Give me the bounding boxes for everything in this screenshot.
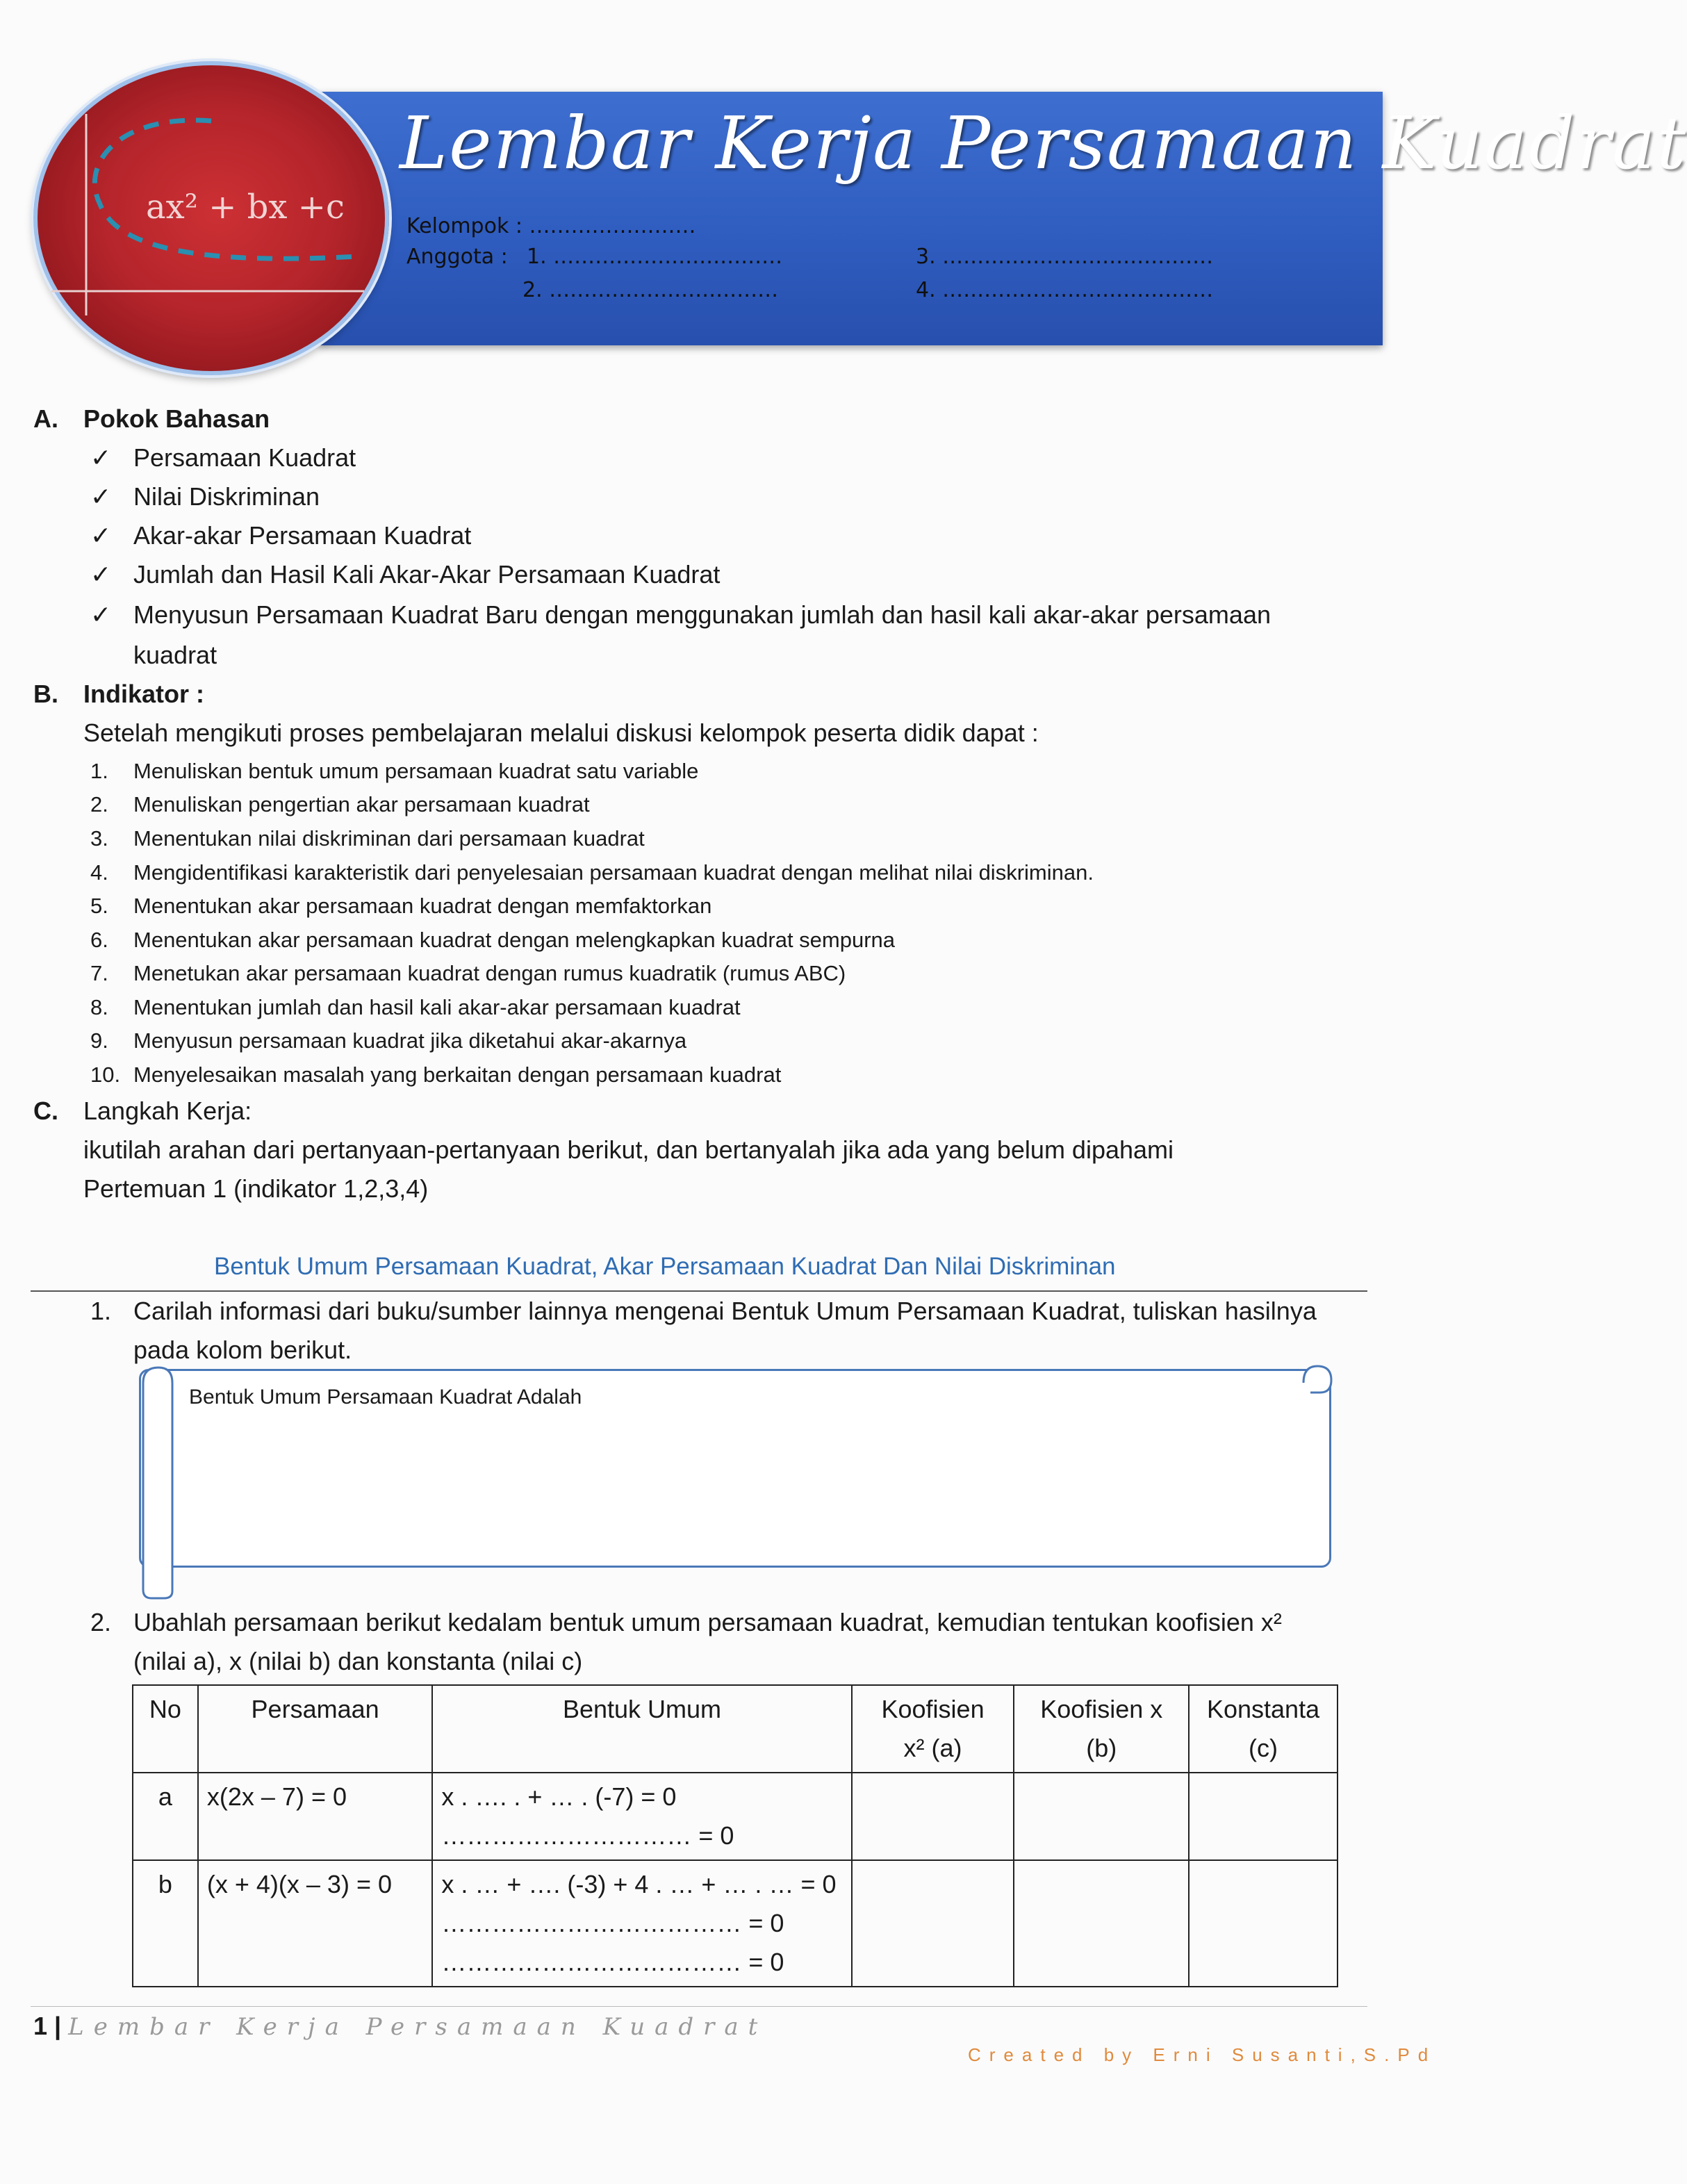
anggota-label: Anggota : [406, 245, 508, 269]
header-koefisien-b-line2: (b) [1086, 1734, 1117, 1762]
answer-cell-a[interactable] [852, 1860, 1014, 1987]
general-form-line: ……………………………… = 0 [441, 1909, 784, 1937]
indicator-number: 3. [90, 826, 108, 851]
indicator-item: Mengidentifikasi karakteristik dari penyelesaian persamaan kuadrat dengan melihat nilai diskriminan. [133, 860, 1094, 885]
topic-item-continued: kuadrat [133, 641, 217, 669]
header-persamaan: Persamaan [198, 1685, 432, 1773]
indicator-number: 6. [90, 928, 108, 952]
section-b-letter: B. [33, 680, 58, 708]
section-a-title: Pokok Bahasan [83, 404, 270, 433]
answer-cell-b[interactable] [1014, 1773, 1189, 1860]
indicator-number: 9. [90, 1028, 108, 1053]
anggota-4-field: 4. ………………………………… [916, 278, 1214, 302]
header-koefisien-a [852, 1685, 1014, 1773]
indicator-number: 2. [90, 792, 108, 816]
equation-table [132, 1684, 1338, 1987]
indicator-item: Menentukan nilai diskriminan dari persamaan kuadrat [133, 826, 645, 851]
header-konstanta-line1: Konstanta [1206, 1695, 1320, 1723]
formula-text: ax² + bx +c [146, 188, 345, 227]
check-icon: ✓ [90, 600, 112, 629]
topic-item: Persamaan Kuadrat [133, 443, 356, 472]
answer-box-label: Bentuk Umum Persamaan Kuadrat Adalah [189, 1386, 582, 1409]
equation-cell: x(2x – 7) = 0 [198, 1773, 432, 1860]
topic-item: Akar-akar Persamaan Kuadrat [133, 521, 472, 550]
topic-item: Nilai Diskriminan [133, 482, 320, 511]
header-konstanta-line2: (c) [1249, 1734, 1278, 1762]
answer-cell-c[interactable] [1189, 1860, 1338, 1987]
question-2-text: Ubahlah persamaan berikut kedalam bentuk umum persamaan kuadrat, kemudian tentukan koofisien x² [133, 1608, 1282, 1636]
header-koefisien-b [1014, 1685, 1189, 1773]
worksheet-title: Lembar Kerja Persamaan Kuadrat [400, 101, 1687, 186]
section-b-title: Indikator : [83, 680, 205, 708]
general-form-line: x . …. . + … . (-7) = 0 [441, 1782, 677, 1811]
footer-credit: Created by Erni Susanti,S.Pd [968, 2044, 1437, 2065]
general-form-line: ……………………………… = 0 [441, 1948, 784, 1976]
answer-cell-c[interactable] [1189, 1773, 1338, 1860]
general-form-line: x . … + …. (-3) + 4 . … + … . … = 0 [441, 1870, 837, 1898]
divider [31, 1290, 1367, 1292]
header-no: No [133, 1685, 198, 1773]
footer-title: Lembar Kerja Persamaan Kuadrat [68, 2013, 768, 2041]
check-icon: ✓ [90, 482, 112, 511]
table-row [133, 1860, 1338, 1987]
header-koefisien-b-line1: Koofisien x [1040, 1695, 1163, 1723]
answer-cell-a[interactable] [852, 1773, 1014, 1860]
kelompok-field: Kelompok : …………………… [406, 214, 696, 238]
question-number: 2. [90, 1608, 112, 1636]
question-2-text-continued: (nilai a), x (nilai b) dan konstanta (nilai c) [133, 1647, 583, 1675]
check-icon: ✓ [90, 443, 112, 472]
header-konstanta [1189, 1685, 1338, 1773]
table-row [133, 1773, 1338, 1860]
question-1-text-continued: pada kolom berikut. [133, 1336, 352, 1364]
anggota-2-field: 2. …………………………… [522, 278, 779, 302]
indicator-number: 1. [90, 759, 108, 783]
subsection-title: Bentuk Umum Persamaan Kuadrat, Akar Persamaan Kuadrat Dan Nilai Diskriminan [214, 1253, 1116, 1280]
anggota-3-field: 3. ………………………………… [916, 245, 1214, 269]
indicator-item: Menentukan akar persamaan kuadrat dengan memfaktorkan [133, 894, 712, 918]
topic-item: Menyusun Persamaan Kuadrat Baru dengan menggunakan jumlah dan hasil kali akar-akar persamaan [133, 600, 1271, 629]
anggota-1-field: 1. …………………………… [527, 245, 783, 269]
footer-divider [31, 2006, 1367, 2007]
indicator-number: 5. [90, 894, 108, 918]
instruction-text: ikutilah arahan dari pertanyaan-pertanyaan berikut, dan bertanyalah jika ada yang belum dipahami [83, 1135, 1174, 1164]
indicator-number: 8. [90, 995, 108, 1019]
question-number: 1. [90, 1297, 112, 1325]
header-koefisien-a-line1: Koofisien [881, 1695, 985, 1723]
topic-item: Jumlah dan Hasil Kali Akar-Akar Persamaan Kuadrat [133, 560, 721, 589]
header-bentuk-umum: Bentuk Umum [432, 1685, 851, 1773]
indicator-item: Menuliskan bentuk umum persamaan kuadrat satu variable [133, 759, 699, 783]
footer [33, 2012, 767, 2041]
indicator-intro: Setelah mengikuti proses pembelajaran melalui diskusi kelompok peserta didik dapat : [83, 719, 1039, 747]
indicator-item: Menentukan akar persamaan kuadrat dengan melengkapkan kuadrat sempurna [133, 928, 896, 952]
indicator-number: 4. [90, 860, 108, 885]
section-a-letter: A. [33, 404, 58, 433]
row-label: a [133, 1773, 198, 1860]
section-c-letter: C. [33, 1097, 58, 1125]
table-header-row [133, 1685, 1338, 1773]
answer-cell-b[interactable] [1014, 1860, 1189, 1987]
general-form-cell[interactable] [432, 1773, 851, 1860]
indicator-number: 7. [90, 961, 108, 985]
section-c-title: Langkah Kerja: [83, 1097, 252, 1125]
meeting-label: Pertemuan 1 (indikator 1,2,3,4) [83, 1174, 429, 1203]
indicator-item: Menuliskan pengertian akar persamaan kuadrat [133, 792, 590, 816]
check-icon: ✓ [90, 521, 112, 550]
header-koefisien-a-line2: x² (a) [903, 1734, 962, 1762]
question-1-text: Carilah informasi dari buku/sumber lainnya mengenai Bentuk Umum Persamaan Kuadrat, tuliskan hasilnya [133, 1297, 1317, 1325]
indicator-number: 10. [90, 1062, 121, 1087]
row-label: b [133, 1860, 198, 1987]
indicator-item: Menetukan akar persamaan kuadrat dengan rumus kuadratik (rumus ABC) [133, 961, 846, 985]
indicator-item: Menyelesaikan masalah yang berkaitan dengan persamaan kuadrat [133, 1062, 782, 1087]
indicator-item: Menentukan jumlah dan hasil kali akar-akar persamaan kuadrat [133, 995, 741, 1019]
indicator-item: Menyusun persamaan kuadrat jika diketahui akar-akarnya [133, 1028, 687, 1053]
general-form-cell[interactable] [432, 1860, 851, 1987]
check-icon: ✓ [90, 560, 112, 589]
equation-cell: (x + 4)(x – 3) = 0 [198, 1860, 432, 1987]
general-form-line: ………………………… = 0 [441, 1821, 734, 1850]
page-number: 1 | [33, 2012, 62, 2040]
